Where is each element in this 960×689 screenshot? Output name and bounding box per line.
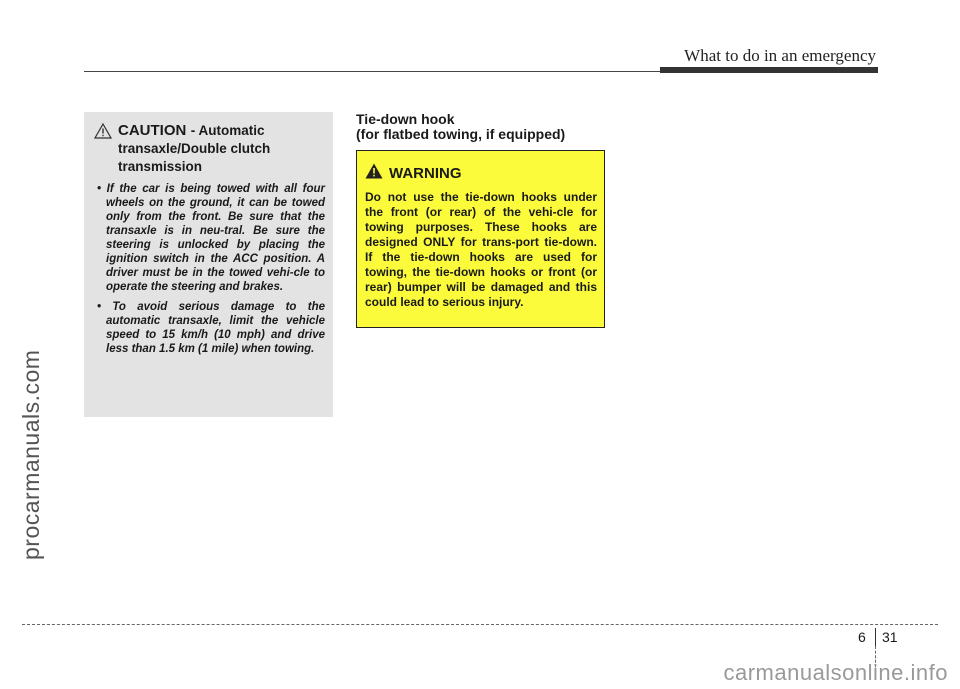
section-title bbox=[356, 112, 565, 142]
caution-item: • If the car is being towed with all four wheels on the ground, it can be towed only from the front. Be sure that the transaxle is in neu-tral. Be sure the steering is unlocked by placing the ignition switch in the ACC position. A driver must be in the towed vehi-cle to operate the steering and brakes. bbox=[97, 183, 325, 293]
caution-header bbox=[92, 122, 325, 176]
warning-label: WARNING bbox=[389, 165, 462, 182]
section-title-line2: (for flatbed towing, if equipped) bbox=[356, 126, 566, 142]
warning-header bbox=[365, 163, 597, 184]
caution-list bbox=[92, 182, 325, 356]
side-watermark: procarmanuals.com bbox=[18, 349, 44, 560]
header-title: What to do in an emergency bbox=[684, 46, 876, 65]
caution-label: CAUTION bbox=[118, 122, 187, 139]
caution-triangle-icon bbox=[94, 123, 112, 144]
caution-title: - Automatic transaxle/Double clutch transmission bbox=[118, 123, 271, 174]
bottom-watermark: carmanualsonline.info bbox=[723, 660, 948, 685]
warning-box bbox=[356, 150, 605, 328]
warning-text: Do not use the tie-down hooks under the front (or rear) of the vehi-cle for towing purposes. These hooks are designed ONLY for trans-port tie-down. If the tie-down hooks are used for towing, the tie-down hooks or front (or rear) bumper will be damaged and this could lead to serious injury. bbox=[365, 190, 597, 309]
caution-box bbox=[84, 112, 333, 417]
page-number: 31 bbox=[882, 629, 898, 645]
header-rule-accent bbox=[660, 67, 878, 73]
warning-triangle-icon bbox=[365, 163, 383, 184]
footer-rule bbox=[22, 624, 938, 625]
page-divider bbox=[875, 628, 876, 646]
caution-item: • To avoid serious damage to the automatic transaxle, limit the vehicle speed to 15 km/h (10 mph) and drive less than 1.5 km (1 mile) when towing. bbox=[97, 301, 325, 355]
section-title-line1: Tie-down hook bbox=[356, 111, 455, 127]
chapter-number: 6 bbox=[858, 629, 866, 645]
